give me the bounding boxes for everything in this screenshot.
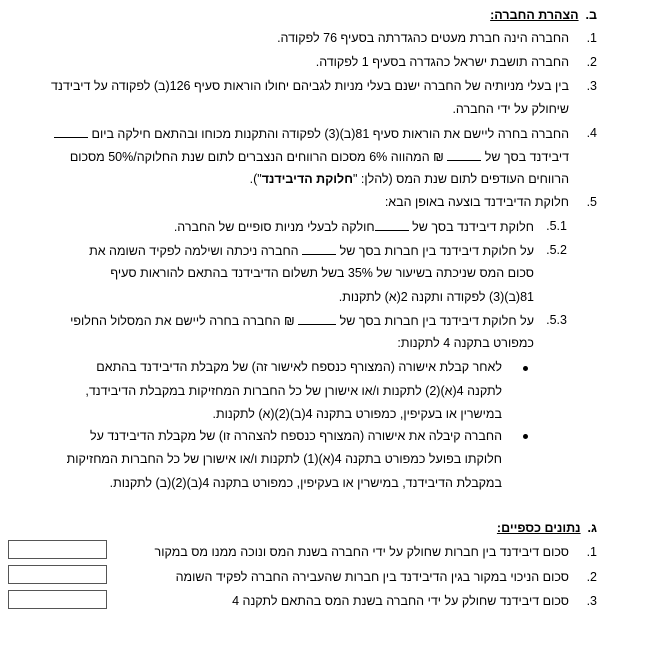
bullet-1-line-2: לתקנה 4(א)(2) לתקנות ו/או אישורן של כל החברות המחזיקות במקבלת הדיבידנד, bbox=[85, 384, 502, 398]
amount-input-3[interactable] bbox=[8, 590, 107, 609]
section-b-title: הצהרת החברה: bbox=[490, 8, 579, 22]
section-b-letter: ב. bbox=[585, 8, 597, 22]
subitem-5-2-line-2: סכום המס שניכתה בשיעור של 35% בשל תשלום הדיבידנד בהתאם להוראות סעיף bbox=[110, 266, 534, 280]
section-g-item-3-number: 3. bbox=[586, 594, 597, 608]
section-g-heading bbox=[497, 521, 597, 535]
bullet-icon bbox=[523, 366, 528, 371]
section-g-item-1-text: סכום דיבידנד בין חברות שחולק על ידי החברה בשנת המס ונוכה ממנו מס במקור bbox=[154, 545, 569, 559]
bullet-2-line-1: החברה קיבלה את אישורה (המצורף כנספח להצהרה זו) של מקבלת הדיבידנד על bbox=[89, 429, 502, 443]
subitem-5-2-line-1 bbox=[89, 243, 534, 258]
subitem-5-1-number: 5.1. bbox=[546, 219, 567, 233]
subitem-5-1-end: חולקה לבעלי מניות סופיים של החברה. bbox=[173, 220, 375, 234]
subitem-5-2-start: על חלוקת דיבידנד בין חברות בסך של bbox=[339, 244, 534, 258]
subitem-5-3-line-2: כמפורט בתקנה 4 לתקנות: bbox=[397, 336, 534, 350]
amount-blank-field[interactable] bbox=[298, 313, 336, 325]
item-4-line-3-end: "). bbox=[249, 172, 262, 186]
section-b-item-3-number: 3. bbox=[586, 79, 597, 93]
subitem-5-1-start: חלוקת דיבידנד בסך של bbox=[412, 220, 534, 234]
section-g-item-3-text: סכום דיבידנד שחולק על ידי החברה בשנת המס בהתאם לתקנה 4 bbox=[232, 594, 569, 608]
section-b-item-4-number: 4. bbox=[586, 126, 597, 140]
subitem-5-2-end: החברה ניכתה ושילמה לפקיד השומה את bbox=[89, 244, 299, 258]
bullet-1-line-3: במישרין או בעקיפין, כמפורט בתקנה 4(ב)(2)(א) לתקנות. bbox=[212, 407, 502, 421]
section-g-item-1-number: 1. bbox=[586, 545, 597, 559]
bullet-2-line-3: במקבלת הדיבידנד, במישרין או בעקיפין, כמפורט בתקנה 4(ב)(2)(ב) לתקנות. bbox=[109, 476, 502, 490]
section-b-item-3-line-2: שיחולק על ידי החברה. bbox=[452, 102, 569, 116]
section-g-title: נתונים כספיים: bbox=[496, 521, 581, 535]
amount-blank-field[interactable] bbox=[302, 243, 336, 255]
subitem-5-3-end: ₪ החברה בחרה ליישם את המסלול החלופי bbox=[70, 314, 295, 328]
section-b-item-5-number: 5. bbox=[586, 195, 597, 209]
section-b-heading bbox=[490, 8, 597, 22]
section-b-item-1-text: החברה הינה חברת מעטים כהגדרתה בסעיף 76 לפקודה. bbox=[277, 31, 569, 45]
amount-input-1[interactable] bbox=[8, 540, 107, 559]
section-b-item-5-text: חלוקת הדיבידנד בוצעה באופן הבא: bbox=[384, 195, 569, 209]
subitem-5-2-number: 5.2. bbox=[546, 243, 567, 257]
section-b-item-2-number: 2. bbox=[586, 55, 597, 69]
section-g-item-2-text: סכום הניכוי במקור בגין הדיבידנד בין חברות שהעבירה החברה לפקיד השומה bbox=[175, 570, 569, 584]
amount-blank-field[interactable] bbox=[447, 149, 481, 161]
item-4-line-3-start: הרווחים העודפים לתום שנת המס (להלן: " bbox=[352, 172, 569, 186]
subitem-5-1-text bbox=[174, 219, 534, 234]
item-4-line-1-text: החברה בחרה ליישם את הוראות סעיף 81(ב)(3) לפקודה והתקנות מכוחו ובהתאם חילקה ביום bbox=[91, 127, 569, 141]
item-4-line-2-start: דיבידנד בסך של bbox=[484, 150, 569, 164]
item-number: 1. bbox=[586, 31, 597, 45]
bullet-1-line-1: לאחר קבלת אישורה (המצורף כנספח לאישור זה) של מקבלת הדיבידנד בהתאם bbox=[96, 360, 502, 374]
section-b-item-1 bbox=[587, 31, 597, 45]
section-b-item-4-line-3 bbox=[250, 172, 569, 186]
section-g-letter: ג. bbox=[587, 521, 597, 535]
bullet-icon bbox=[523, 434, 528, 439]
section-b-item-2-text: החברה תושבת ישראל כהגדרה בסעיף 1 לפקודה. bbox=[315, 55, 569, 69]
section-b-item-4-line-2 bbox=[70, 149, 569, 164]
section-g-item-2-number: 2. bbox=[586, 570, 597, 584]
section-b-item-4-line-1 bbox=[54, 126, 569, 141]
subitem-5-3-number: 5.3. bbox=[546, 313, 567, 327]
item-4-line-2-end: ₪ המהווה 6% מסכום הרווחים הנצברים לתום שנת החלוקה/50% מסכום bbox=[69, 150, 444, 164]
bullet-2-line-2: חלוקתו בפועל כמפורט בתקנה 4(א)(1) לתקנות ו/או אישורן של כל החברות המחזיקות bbox=[66, 452, 502, 466]
date-blank-field[interactable] bbox=[54, 126, 88, 138]
amount-blank-field[interactable] bbox=[375, 219, 409, 231]
subitem-5-2-line-3: 81(ב)(3) לפקודה ותקנה 2(א) לתקנות. bbox=[338, 290, 534, 304]
dividend-distribution-term: חלוקת הדיבידנד bbox=[261, 172, 353, 186]
section-b-item-3-line-1: בין בעלי מניותיה של החברה ישנם בעלי מניות לגביהם יחולו הוראות סעיף 126(ב) לפקודה על דיבידנד bbox=[51, 79, 569, 93]
subitem-5-3-start: על חלוקת דיבידנד בין חברות בסך של bbox=[339, 314, 534, 328]
amount-input-2[interactable] bbox=[8, 565, 107, 584]
subitem-5-3-line-1 bbox=[70, 313, 534, 328]
